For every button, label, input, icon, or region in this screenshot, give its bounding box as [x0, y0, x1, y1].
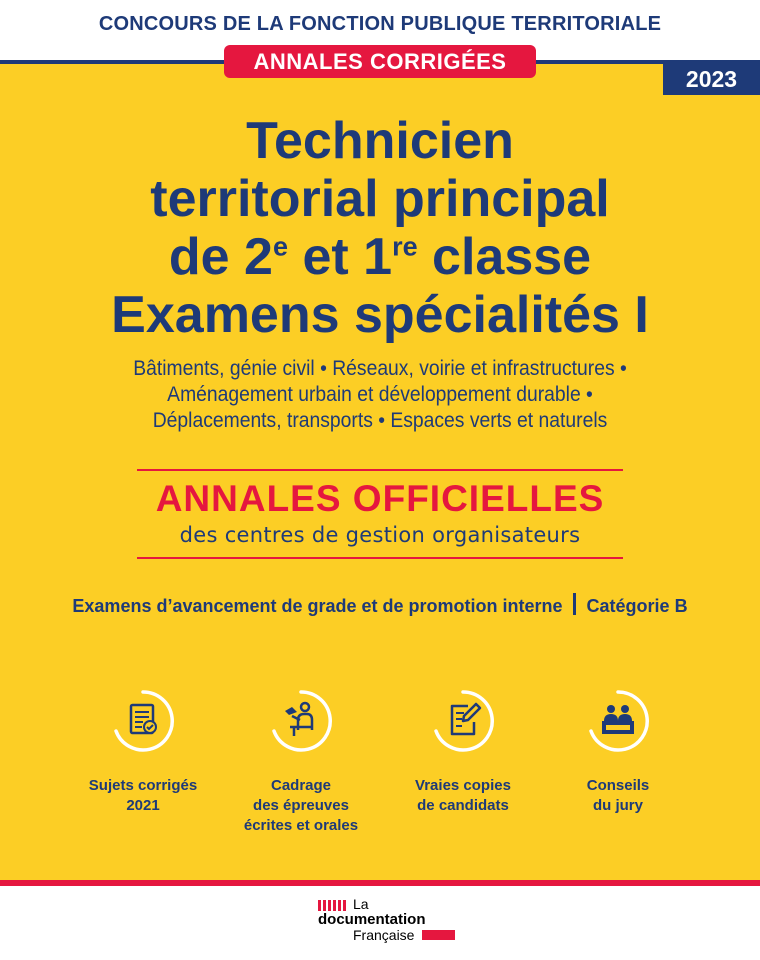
feature-item [528, 690, 708, 816]
ordinal-sup: re [392, 231, 418, 262]
exam-description: Examens d’avancement de grade et de promotion interne [72, 596, 563, 616]
title-line-1: Technicien [246, 112, 514, 170]
feature-label [373, 776, 553, 816]
feature-item [211, 690, 391, 836]
document-check-icon [112, 690, 174, 752]
jury-icon [587, 690, 649, 752]
logo-stripes-icon [318, 900, 350, 911]
feature-label-line: de candidats [417, 797, 509, 814]
logo-red-block [422, 930, 455, 940]
publisher-line-3: Française [353, 927, 415, 943]
publisher-line-1: La [353, 896, 369, 912]
feature-label [211, 776, 391, 836]
year-tag: 2023 [663, 64, 760, 95]
title-line-3 [0, 228, 760, 286]
feature-label-line: Cadrage [270, 777, 332, 794]
footer-rule [0, 880, 760, 886]
title-part: classe [417, 228, 592, 286]
official-title: ANNALES OFFICIELLES [155, 478, 605, 519]
specialties-line: Bâtiments, génie civil • Réseaux, voirie et infrastructures • [133, 357, 627, 380]
feature-label-line: écrites et orales [243, 817, 359, 834]
feature-label-line: Conseils [586, 777, 650, 794]
series-title: CONCOURS DE LA FONCTION PUBLIQUE TERRITORIALE [98, 13, 662, 35]
ordinal-sup: e [272, 231, 288, 262]
feature-item [53, 690, 233, 816]
edit-document-icon [432, 690, 494, 752]
title-line-2: territorial principal [150, 170, 610, 228]
exam-type [0, 594, 760, 618]
official-bottom-rule [137, 557, 623, 559]
publisher-line-2: documentation [318, 911, 426, 928]
official-subtitle: des centres de gestion organisateurs [179, 523, 581, 547]
official-top-rule [137, 469, 623, 471]
presenter-icon [270, 690, 332, 752]
book-title [0, 112, 760, 344]
title-part: de 2 [168, 228, 273, 286]
title-line-4: Examens spécialités I [111, 286, 649, 344]
feature-label-line: du jury [592, 797, 643, 814]
separator-bar [573, 593, 576, 615]
feature-label-line: Sujets corrigés [88, 777, 198, 794]
publisher-logo [318, 898, 458, 946]
specialties-line: Aménagement urbain et développement durable • [167, 383, 593, 406]
title-part: et 1 [288, 228, 393, 286]
feature-item [373, 690, 553, 816]
feature-label-line: 2021 [126, 797, 160, 814]
feature-label [528, 776, 708, 816]
category-label: Catégorie B [586, 596, 688, 616]
feature-label [53, 776, 233, 816]
specialties-line: Déplacements, transports • Espaces verts et naturels [152, 409, 608, 432]
feature-label-line: des épreuves [253, 797, 349, 814]
annales-badge: ANNALES CORRIGÉES [224, 45, 536, 78]
feature-label-line: Vraies copies [415, 777, 511, 794]
specialties-list [30, 356, 729, 434]
